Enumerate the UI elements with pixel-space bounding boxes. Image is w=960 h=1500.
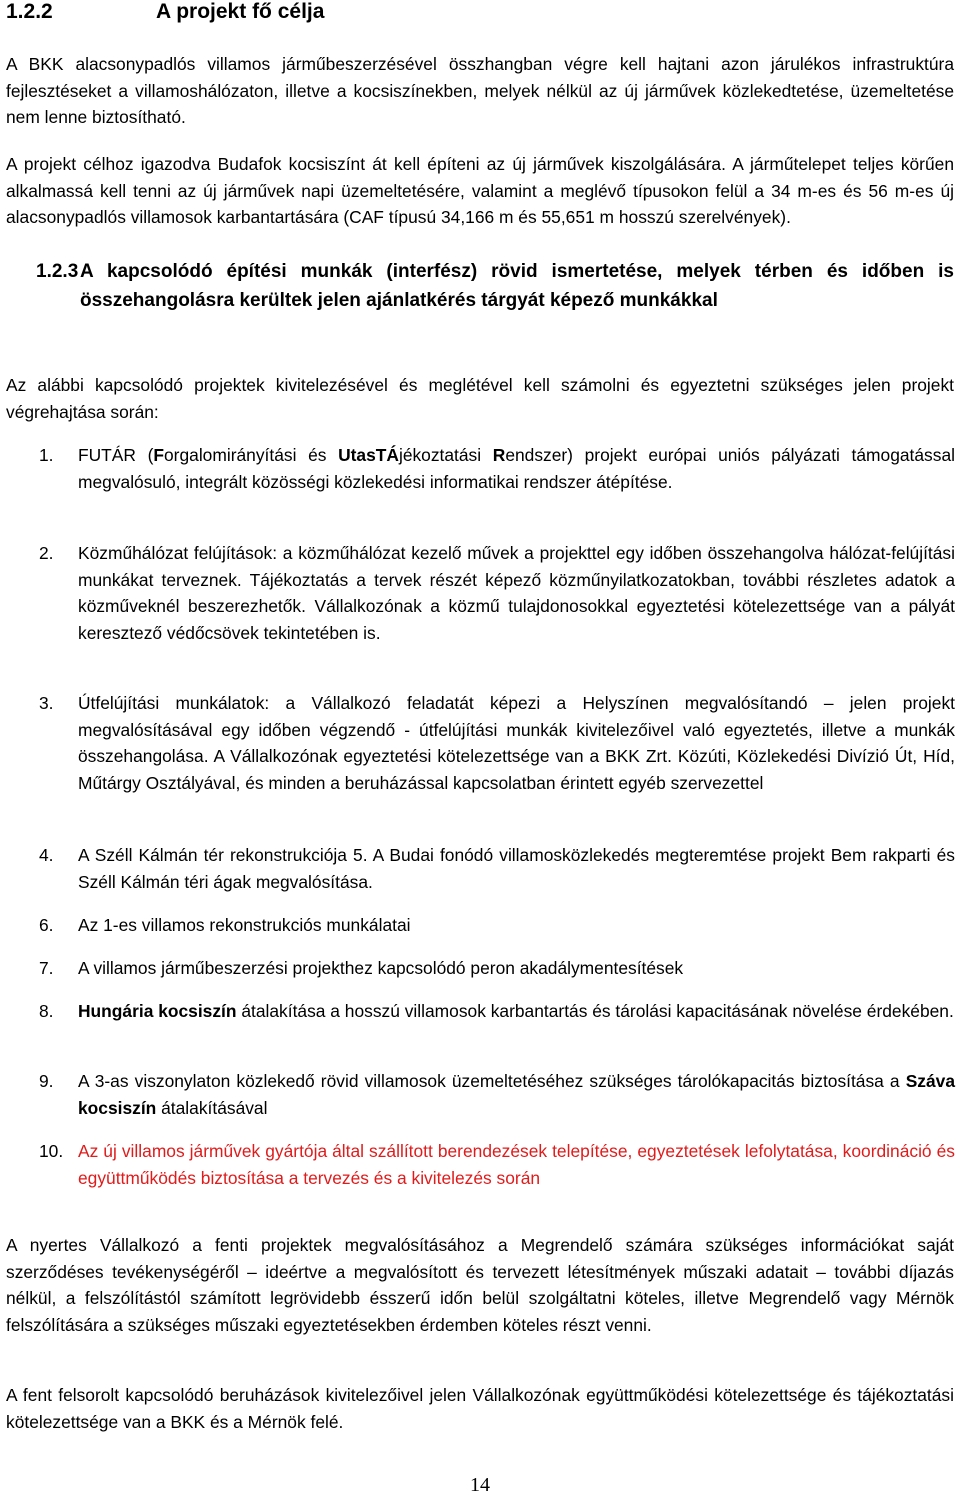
paragraph: Az alábbi kapcsolódó projektek kivitelezésével és meglétével kell számolni és egyeztetni szükséges jelen projekt végrehajtása során:: [6, 375, 954, 422]
section-number: 1.2.2: [6, 0, 53, 23]
list-number: 9.: [39, 1071, 54, 1091]
list-text: FUTÁR (Forgalomirányítási és UtasTÁjékoztatási Rendszer) projekt európai uniós pályázati támogatással megvalósuló, integrált közösségi közlekedési informatikai rendszer átépítése.: [78, 445, 955, 492]
list-number: 10.: [39, 1141, 64, 1161]
section-title: A kapcsolódó építési munkák (interfész) rövid ismertetése, melyek térben és időben is összehangolásra kerültek jelen ajánlatkérés tárgyát képező munkákkal: [80, 261, 954, 311]
section-heading-1-2-2: [6, 0, 324, 26]
list-number: 3.: [39, 693, 54, 713]
section-number: 1.2.3: [36, 261, 79, 282]
list-text: Közműhálózat felújítások: a közműhálózat kezelő művek a projekttel egy időben összehangolva hálózat-felújítási munkákat terveznek. Tájékoztatás a tervek részét képező közműnyilatkozatokban, további részletes adatok a közműveknél beszerezhetők. Vállalkozónak a közmű tulajdonosokkal egyeztetési kötelezettsége van a pályát keresztező védőcsövek tekintetében is.: [78, 543, 955, 643]
list-text: Az 1-es villamos rekonstrukciós munkálatai: [78, 915, 411, 935]
list-number: 8.: [39, 1001, 54, 1021]
list-text: Hungária kocsiszín átalakítása a hosszú villamosok karbantartás és tárolási kapacitásának növelése érdekében.: [78, 1001, 954, 1021]
list-number: 2.: [39, 543, 54, 563]
section-title: A projekt fő célja: [156, 0, 325, 23]
paragraph: A projekt célhoz igazodva Budafok kocsiszínt át kell építeni az új járművek kiszolgálására. A járműtelepet teljes körűen alkalmassá kell tenni az új járművek napi üzemeltetésére, valamint a meglévő típusokon felül a 34 m-es és 56 m-es új alacsonypadlós villamosok karbantartására (CAF típusú 34,166 m és 55,651 m hosszú szerelvények).: [6, 154, 954, 227]
list-text: Útfelújítási munkálatok: a Vállalkozó feladatát képezi a Helyszínen megvalósítandó – jelen projekt megvalósításával egy időben végzendő - útfelújítási munkák kivitelezőivel való egyeztetés, illetve a munkák összehangolása. A Vállalkozónak egyeztetési kötelezettsége van a BKK Zrt. Közúti, Közlekedési Divízió Út, Híd, Műtárgy Osztályával, és minden a beruházással kapcsolatban érintett egyéb szervezettel: [78, 693, 955, 793]
list-number: 4.: [39, 845, 54, 865]
list-number: 1.: [39, 445, 54, 465]
page-number: 14: [470, 1474, 490, 1496]
paragraph: A nyertes Vállalkozó a fenti projektek megvalósításához a Megrendelő számára szükséges információkat saját szerződéses tevékenységéről – ideértve a megvalósított és tervezett létesítmények műszaki adatait – további díjazás nélkül, a felszólítástól számított legrövidebb ésszerű időn belül szolgáltatni köteles, illetve Megrendelő vagy Mérnök felszólítására a szükséges műszaki egyeztetésekben érdemben köteles részt venni.: [6, 1235, 954, 1335]
list-text: A villamos járműbeszerzési projekthez kapcsolódó peron akadálymentesítések: [78, 958, 684, 978]
list-number: 6.: [39, 915, 54, 935]
list-number: 7.: [39, 958, 54, 978]
paragraph: A fent felsorolt kapcsolódó beruházások kivitelezőivel jelen Vállalkozónak együttműködési kötelezettsége és tájékoztatási kötelezettsége van a BKK és a Mérnök felé.: [6, 1385, 954, 1432]
list-text-highlighted: Az új villamos járművek gyártója által szállított berendezések telepítése, egyeztetések lefolytatása, koordináció és együttműködés biztosítása a tervezés és a kivitelezés során: [78, 1141, 955, 1188]
list-text: A Széll Kálmán tér rekonstrukciója 5. A Budai fonódó villamosközlekedés megteremtése projekt Bem rakparti és Széll Kálmán téri ágak megvalósítása.: [78, 845, 955, 892]
list-text: A 3-as viszonylaton közlekedő rövid villamosok üzemeltetéséhez szükséges tárolókapacitás biztosítása a Száva kocsiszín átalakításával: [78, 1071, 955, 1118]
paragraph: A BKK alacsonypadlós villamos járműbeszerzésével összhangban végre kell hajtani azon járulékos infrastruktúra fejlesztéseket a villamoshálózaton, illetve a kocsiszínekben, melyek nélkül az új járművek közlekedtetése, üzemeltetése nem lenne biztosítható.: [6, 54, 954, 127]
